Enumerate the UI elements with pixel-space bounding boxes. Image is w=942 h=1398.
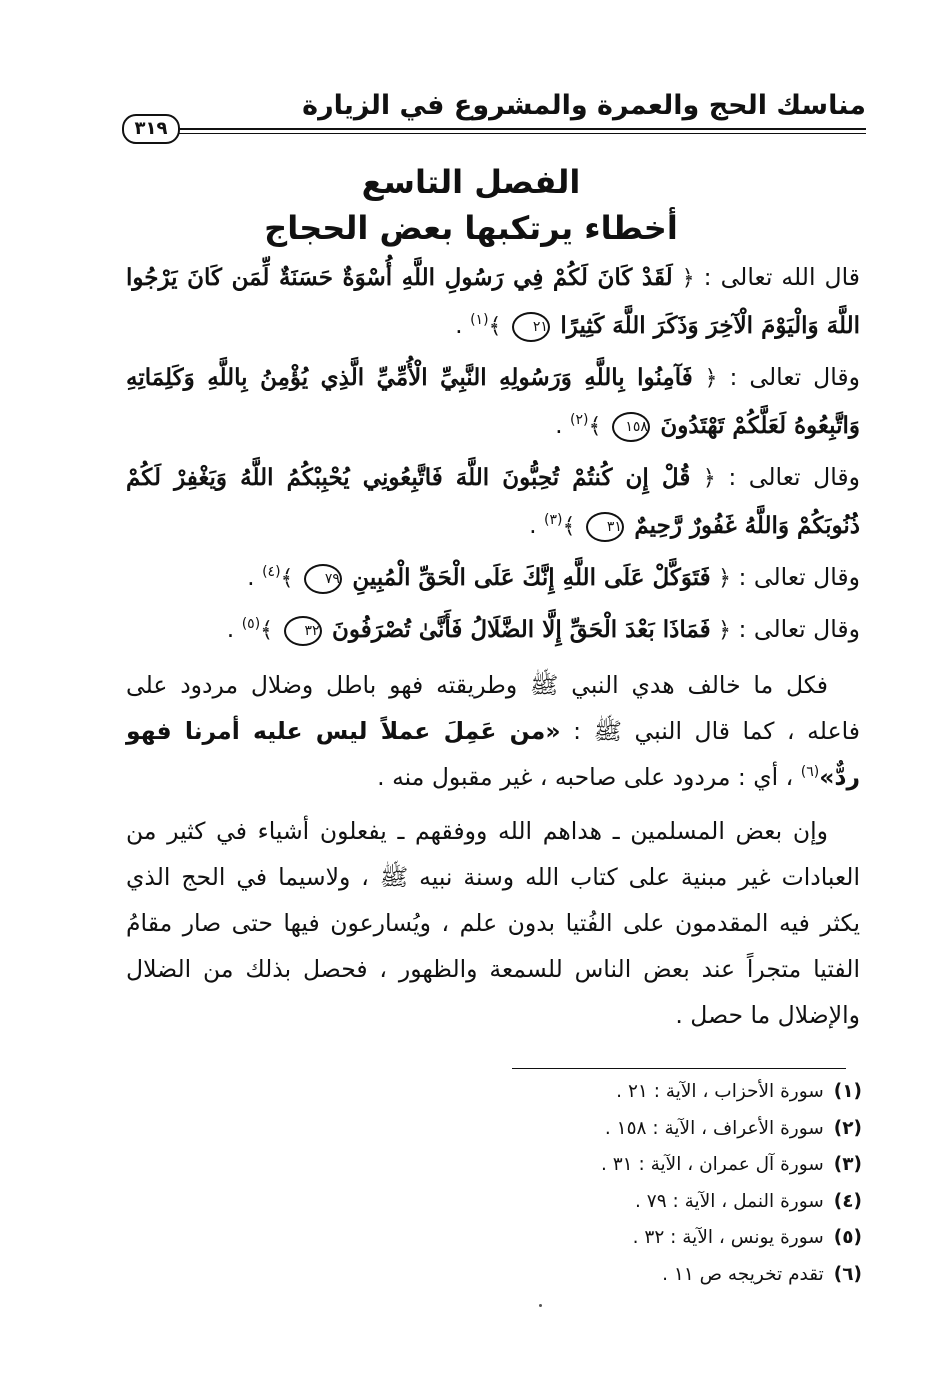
verse-5: [126, 606, 860, 654]
ayah-number-badge: ١٥٨: [612, 412, 650, 442]
footnote-text: سورة آل عمران ، الآية : ٣١ .: [600, 1154, 824, 1175]
verse-end: .: [529, 511, 537, 539]
verse-4: [126, 554, 860, 602]
footnote-number: (٤): [833, 1190, 862, 1212]
paragraph-innovations: وإن بعض المسلمين ـ هداهم الله ووفقهم ـ يفعلون أشياء في كثير من العبادات غير مبنية على كتاب الله وسنة نبيه ﷺ ، ولاسيما في الحج الذي يكثر فيه المقدمون على الفُتيا بدون علم ، ويُسارعون فيها حتى صار مقامُ الفتيا متجراً عند بعض الناس للسمعة والظهور ، فحصل بذلك من الضلال والإضلال ما حصل .: [126, 817, 860, 1029]
verse-2: [126, 354, 860, 450]
verse-intro: وقال تعالى :: [729, 363, 860, 391]
footnote-ref: (٤): [262, 564, 281, 581]
ornate-bracket-close: ﴾: [488, 314, 502, 339]
footnote-item: [502, 1257, 862, 1294]
ornate-bracket-close: ﴾: [562, 514, 576, 539]
ayah-number-badge: ٧٩: [304, 564, 342, 594]
footnote-number: (٥): [833, 1227, 862, 1248]
running-header: [122, 88, 866, 138]
footnote-number: (١): [833, 1081, 862, 1102]
verse-end: .: [247, 563, 255, 591]
chapter-title: الفصل التاسع: [361, 163, 581, 201]
verse-intro: وقال تعالى :: [738, 615, 860, 643]
book-title: مناسك الحج والعمرة والمشروع في الزيارة: [302, 90, 866, 121]
ornate-bracket-open: ﴿: [718, 618, 732, 643]
quran-text: فَتَوَكَّلْ عَلَى اللَّهِ إِنَّكَ عَلَى الْحَقِّ الْمُبِينِ: [352, 564, 711, 591]
footnote-item: [502, 1184, 862, 1221]
hadith-quote: «من عَمِلَ عملاً ليس عليه أمرنا فهو ردٌّ»: [126, 717, 860, 791]
footnote-item: [502, 1074, 862, 1111]
ornate-bracket-open: ﴿: [681, 266, 695, 291]
verse-intro: وقال تعالى :: [738, 563, 860, 591]
verse-1: [126, 254, 860, 350]
ayah-number-badge: ٢١: [512, 312, 550, 342]
ayah-number-badge: ٣٢: [284, 616, 322, 646]
footnote-item: [502, 1147, 862, 1184]
footnote-ref: (١): [470, 312, 489, 329]
paragraph-hadith: [126, 662, 860, 800]
footnote-text: سورة النمل ، الآية : ٧٩ .: [635, 1190, 824, 1212]
ornate-bracket-open: ﴿: [718, 566, 732, 591]
main-text: [126, 254, 860, 1038]
ornate-bracket-close: ﴾: [280, 566, 294, 591]
footnote-text: تقدم تخريجه ص ١١ .: [662, 1263, 824, 1285]
verse-end: .: [455, 311, 463, 339]
ornate-bracket-open: ﴿: [704, 366, 718, 391]
paragraph-text: فكل ما خالف هدي النبي ﷺ وطريقته فهو باطل وضلال مردود على فاعله ، كما قال النبي ﷺ :: [126, 671, 860, 745]
verse-3: [126, 454, 860, 550]
footnote-ref: (٣): [544, 512, 563, 529]
footnote-ref: (٦): [800, 764, 820, 781]
paragraph-text: ، أي : مردود على صاحبه ، غير مقبول منه .: [377, 763, 794, 791]
footnote-number: (٣): [833, 1154, 862, 1175]
quran-text: فَآمِنُوا بِاللَّهِ وَرَسُولِهِ النَّبِيِّ الْأُمِّيِّ الَّذِي يُؤْمِنُ بِاللَّهِ وَكَلِمَاتِهِ وَاتَّبِعُوهُ لَعَلَّكُمْ تَهْتَدُونَ: [126, 364, 860, 439]
footnote-text: سورة الأحزاب ، الآية : ٢١ .: [616, 1081, 824, 1102]
ornate-bracket-open: ﴿: [702, 466, 716, 491]
ayah-number-badge: ٣١: [586, 512, 624, 542]
chapter-subtitle: أخطاء يرتكبها بعض الحجاج: [264, 209, 678, 247]
footnote-item: [502, 1111, 862, 1148]
footnote-text: سورة يونس ، الآية : ٣٢ .: [632, 1227, 824, 1248]
page-number: ٣١٩: [122, 114, 180, 144]
footnotes: [502, 1074, 862, 1293]
ornate-bracket-close: ﴾: [588, 414, 602, 439]
footnote-number: (٦): [833, 1263, 862, 1285]
footnote-number: (٢): [833, 1117, 862, 1139]
verse-end: .: [555, 411, 563, 439]
verse-intro: وقال تعالى :: [728, 463, 860, 491]
header-rule: [178, 128, 866, 130]
print-speck: [539, 1304, 542, 1307]
footnote-separator: [512, 1068, 846, 1069]
footnote-text: سورة الأعراف ، الآية : ١٥٨ .: [604, 1117, 824, 1139]
quran-text: لَقَدْ كَانَ لَكُمْ فِي رَسُولِ اللَّهِ أُسْوَةٌ حَسَنَةٌ لِّمَن كَانَ يَرْجُوا اللَّهَ وَالْيَوْمَ الْآخِرَ وَذَكَرَ اللَّهَ كَثِيرًا: [126, 264, 860, 339]
verse-end: .: [226, 615, 235, 643]
header-rule-thin: [178, 133, 866, 134]
verse-intro: قال الله تعالى :: [703, 263, 860, 291]
footnote-item: [502, 1220, 862, 1257]
quran-text: فَمَاذَا بَعْدَ الْحَقِّ إِلَّا الضَّلَالُ فَأَنَّىٰ تُصْرَفُونَ: [332, 616, 711, 643]
footnote-ref: (٥): [241, 616, 261, 633]
quran-text: قُلْ إِن كُنتُمْ تُحِبُّونَ اللَّهَ فَاتَّبِعُونِي يُحْبِبْكُمُ اللَّهُ وَيَغْفِرْ لَكُمْ ذُنُوبَكُمْ وَاللَّهُ غَفُورٌ رَّحِيمٌ: [126, 464, 860, 539]
footnote-ref: (٢): [570, 412, 589, 429]
ornate-bracket-close: ﴾: [260, 618, 274, 643]
